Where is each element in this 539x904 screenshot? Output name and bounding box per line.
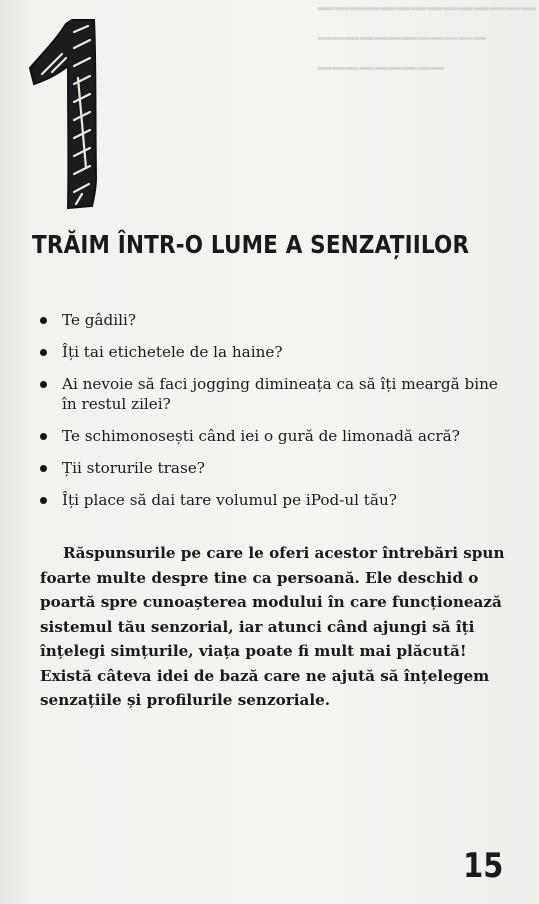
section-title: TRĂIM ÎNTR-O LUME A SENZAȚIILOR [32,230,470,259]
bullet-icon [40,349,47,356]
bleed-through-text: ▔▔▔▔▔▔▔▔▔▔▔▔▔▔ [318,9,537,30]
body-paragraph: Răspunsurile pe care le oferi acestor întrebări spun foarte multe despre tine ca persoană. Ele deschid o poartă spre cunoașterea modului în care funcționează sistemul tău senzorial, iar atunci când ajungi să îți înțelegi simțurile, viața poate fi mult mai plăcută! Există câteva idei de bază care ne ajută să înțelegem senzațiile și profilurile senzoriale. [40,544,505,709]
chapter-number-one-icon [22,18,122,214]
question-list [40,310,510,522]
question-text: Îți place să dai tare volumul pe iPod-ul tău? [62,491,397,509]
question-text: Te gâdili? [62,311,136,329]
bullet-icon [40,433,47,440]
bullet-icon [40,381,47,388]
list-item [40,426,510,446]
bullet-icon [40,317,47,324]
list-item [40,342,510,362]
bleed-through-text: ▔▔▔▔▔▔▔▔▔▔▔▔ [318,38,487,57]
bullet-icon [40,497,47,504]
list-item [40,374,510,414]
list-item [40,310,510,330]
bullet-icon [40,465,47,472]
question-text: Îți tai etichetele de la haine? [62,343,283,361]
list-item [40,458,510,478]
page-number: 15 [462,846,503,886]
list-item [40,490,510,510]
question-text: Ai nevoie să faci jogging dimineața ca să îți meargă bine în restul zilei? [62,375,498,413]
question-text: Ții storurile trase? [62,459,205,477]
question-text: Te schimonosești când iei o gură de limonadă acră? [62,427,460,445]
bleed-through-text: ▔▔▔▔▔▔▔▔▔ [318,68,445,87]
